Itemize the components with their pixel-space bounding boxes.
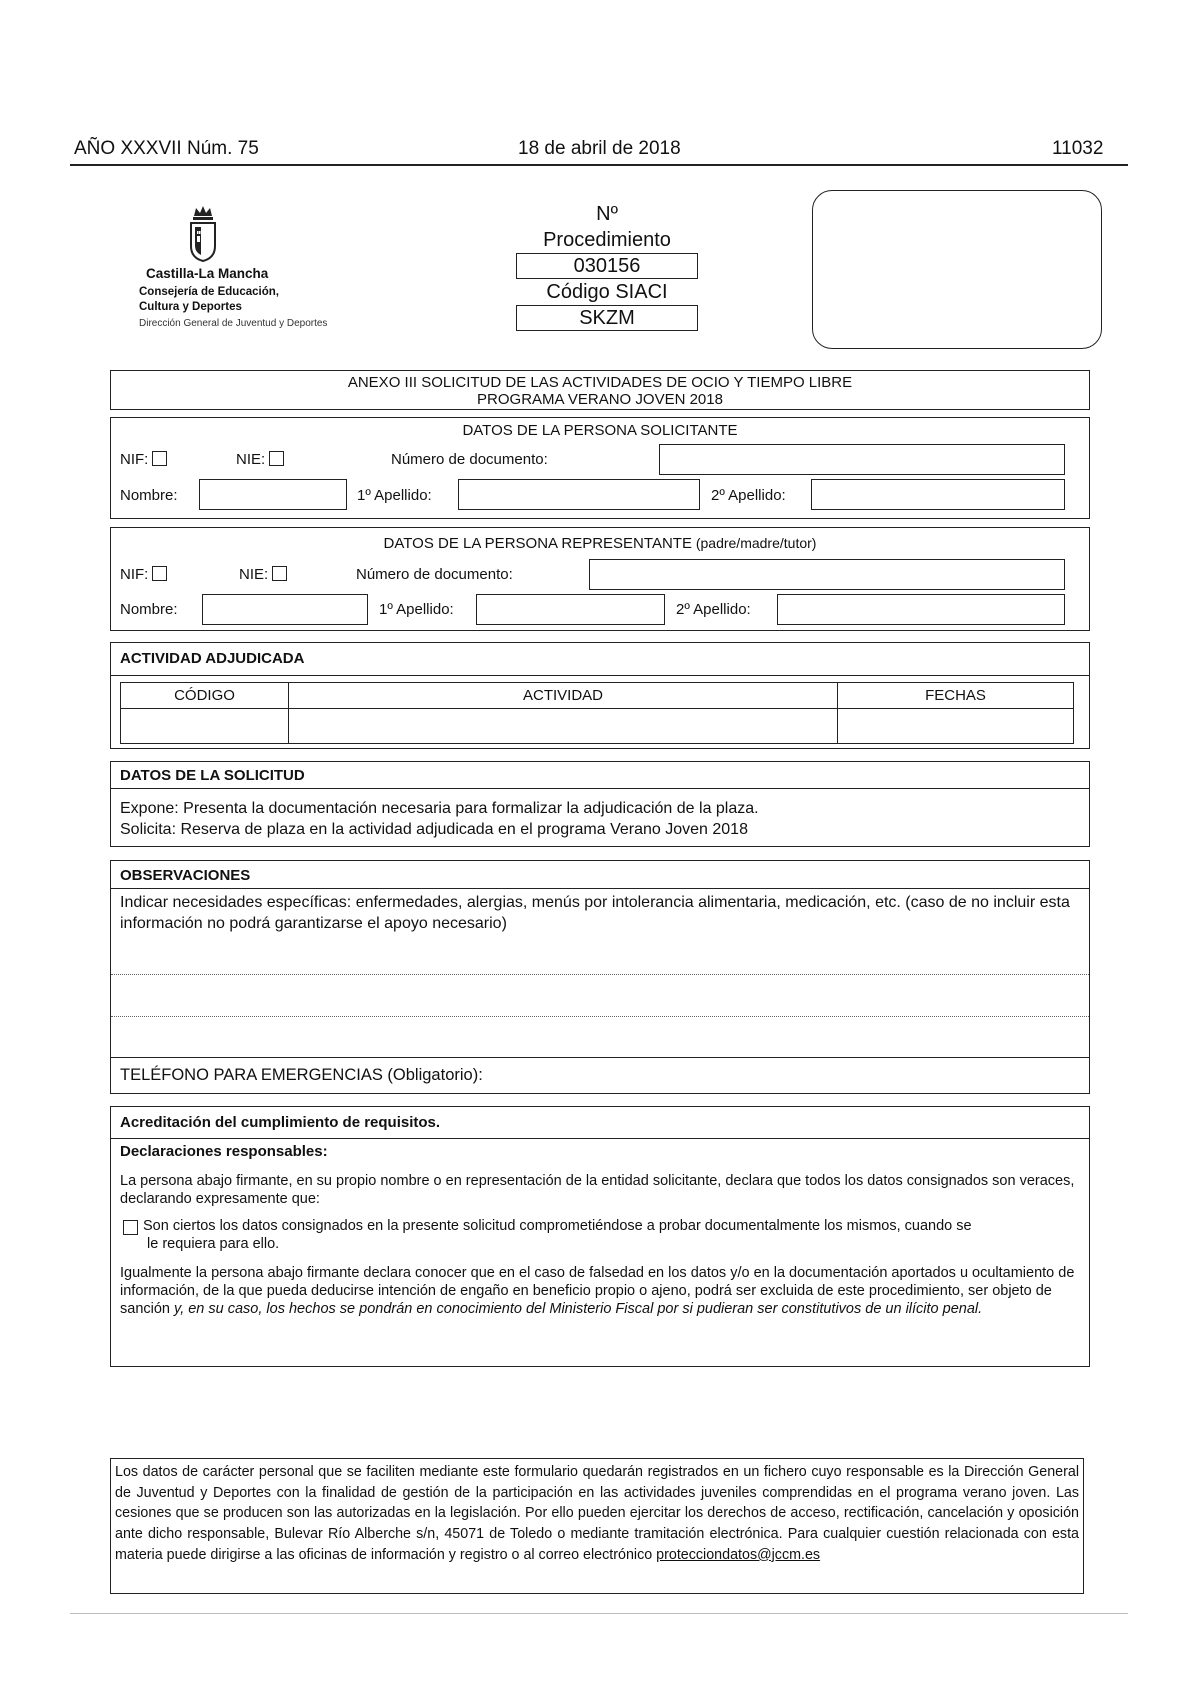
- applicant-section: [110, 417, 1090, 519]
- header-rule: [70, 164, 1128, 166]
- form-title-box: [110, 370, 1090, 410]
- applicant-section-title: DATOS DE LA PERSONA SOLICITANTE: [462, 422, 738, 439]
- section-divider: [111, 675, 1089, 676]
- applicant-name-field[interactable]: [199, 479, 347, 510]
- applicant-surname1-field[interactable]: [458, 479, 700, 510]
- representative-nif-option[interactable]: [120, 566, 167, 583]
- nif-checkbox[interactable]: [152, 451, 167, 466]
- awarded-activity-title: ACTIVIDAD ADJUDICADA: [120, 650, 305, 667]
- request-solicita: Solicita: Reserva de plaza en la actividad adjudicada en el programa Verano Joven 2018: [120, 821, 748, 838]
- section-divider: [111, 1057, 1089, 1058]
- nie-label: NIE:: [236, 451, 266, 468]
- applicant-surname1-label: 1º Apellido:: [357, 487, 432, 504]
- logo-department-line2: Cultura y Deportes: [139, 301, 242, 313]
- applicant-surname2-label: 2º Apellido:: [711, 487, 786, 504]
- nif-label: NIF:: [120, 451, 149, 468]
- column-code-header: CÓDIGO: [121, 683, 289, 709]
- form-title-line1: ANEXO III SOLICITUD DE LAS ACTIVIDADES DE OCIO Y TIEMPO LIBRE: [347, 374, 853, 391]
- procedure-code: 030156: [516, 253, 698, 279]
- activity-code-cell[interactable]: [121, 709, 289, 744]
- declaration-text-line1: Son ciertos los datos consignados en la presente solicitud comprometiéndose a probar documentalmente los mismos, cuando se: [143, 1218, 972, 1234]
- castilla-la-mancha-crest-icon: [186, 206, 220, 262]
- section-divider: [111, 1138, 1089, 1139]
- logo-department-line1: Consejería de Educación,: [139, 286, 279, 298]
- activity-table-row: [121, 709, 1074, 744]
- applicant-doc-label: Número de documento:: [391, 451, 548, 468]
- observations-line[interactable]: [111, 974, 1089, 975]
- number-label: Nº: [596, 203, 618, 225]
- representative-section-title: DATOS DE LA PERSONA REPRESENTANTE (padre/madre/tutor): [383, 535, 817, 552]
- request-section: [110, 761, 1090, 847]
- nif-label: NIF:: [120, 566, 149, 583]
- applicant-name-label: Nombre:: [120, 487, 178, 504]
- request-section-title: DATOS DE LA SOLICITUD: [120, 767, 305, 784]
- section-divider: [111, 888, 1089, 889]
- observations-section: [110, 860, 1090, 1094]
- representative-name-field[interactable]: [202, 594, 368, 625]
- activity-table-header: [121, 683, 1074, 709]
- declaration-checkbox[interactable]: [123, 1220, 138, 1235]
- declaration-text-line2: le requiera para ello.: [147, 1236, 280, 1252]
- applicant-nif-option[interactable]: [120, 451, 167, 468]
- siaci-code: SKZM: [516, 305, 698, 331]
- logo-directorate: Dirección General de Juventud y Deportes: [139, 318, 328, 329]
- privacy-email-link[interactable]: protecciondatos@jccm.es: [656, 1546, 821, 1563]
- applicant-nie-option[interactable]: [236, 451, 284, 468]
- page-number: 11032: [1052, 138, 1104, 159]
- applicant-doc-field[interactable]: [659, 444, 1065, 475]
- representative-surname1-field[interactable]: [476, 594, 665, 625]
- representative-doc-label: Número de documento:: [356, 566, 513, 583]
- representative-surname2-field[interactable]: [777, 594, 1065, 625]
- observations-title: OBSERVACIONES: [120, 867, 251, 884]
- applicant-surname2-field[interactable]: [811, 479, 1065, 510]
- request-expone: Expone: Presenta la documentación necesaria para formalizar la adjudicación de la plaza.: [120, 800, 759, 817]
- footer-rule: [70, 1613, 1128, 1614]
- nie-label: NIE:: [239, 566, 269, 583]
- representative-nie-option[interactable]: [239, 566, 287, 583]
- observations-line[interactable]: [111, 1016, 1089, 1017]
- requirements-title: Acreditación del cumplimiento de requisitos.: [120, 1114, 441, 1131]
- false-declaration-warning: Igualmente la persona abajo firmante declara conocer que en el caso de falsedad en los datos y/o en la documentación aportados u ocultamiento de información, de la que pueda deducirse intención de engaño en beneficio propio o ajeno, podrá ser excluida de este procedimiento, ser objeto de sanción y, en su caso, los hechos se pondrán en conocimiento del Ministerio Fiscal por si pudieran ser constitutivos de un ilícito penal.: [120, 1265, 1075, 1317]
- emergency-phone-label: TELÉFONO PARA EMERGENCIAS (Obligatorio):: [120, 1066, 483, 1084]
- declarations-intro: La persona abajo firmante, en su propio nombre o en representación de la entidad solicitante, declara que todos los datos consignados son veraces, declarando expresamente que:: [120, 1173, 1075, 1207]
- column-dates-header: FECHAS: [838, 683, 1074, 709]
- awarded-activity-section: [110, 642, 1090, 749]
- privacy-notice: Los datos de carácter personal que se faciliten mediante este formulario quedarán registrados en un fichero cuyo responsable es la Dirección General de Juventud y Deportes con la finalidad de gestión de la participación en las actividades juveniles comprendidas en el programa verano joven. Las cesiones que se producen son las autorizadas en la legislación. Por ello pueden ejercitar los derechos de acceso, rectificación, cancelación y oposición ante dicho responsable, Bulevar Río Alberche s/n, 45071 de Toledo o mediante tramitación electrónica. Para cualquier cuestión relacionada con esta materia puede dirigirse a las oficinas de información y registro o al correo electrónico protecciondatos@jccm.es: [110, 1458, 1084, 1594]
- representative-doc-field[interactable]: [589, 559, 1065, 590]
- section-divider: [111, 788, 1089, 789]
- representative-surname1-label: 1º Apellido:: [379, 601, 454, 618]
- requirements-section: [110, 1106, 1090, 1367]
- procedure-label: Procedimiento: [543, 229, 671, 251]
- publication-date: 18 de abril de 2018: [518, 138, 681, 159]
- nif-checkbox[interactable]: [152, 566, 167, 581]
- activity-table: [120, 682, 1074, 744]
- activity-name-cell[interactable]: [289, 709, 838, 744]
- nie-checkbox[interactable]: [269, 451, 284, 466]
- issue-number: AÑO XXXVII Núm. 75: [74, 138, 259, 159]
- representative-section: [110, 527, 1090, 631]
- declarations-title: Declaraciones responsables:: [120, 1143, 328, 1160]
- representative-surname2-label: 2º Apellido:: [676, 601, 751, 618]
- representative-name-label: Nombre:: [120, 601, 178, 618]
- registry-stamp-box: [812, 190, 1102, 349]
- form-title-line2: PROGRAMA VERANO JOVEN 2018: [477, 391, 723, 408]
- observations-instructions: Indicar necesidades específicas: enfermedades, alergias, menús por intolerancia alimentaria, medicación, etc. (caso de no incluir esta información no podrá garantizarse el apoyo necesario): [120, 894, 1070, 932]
- siaci-label: Código SIACI: [546, 281, 668, 303]
- column-activity-header: ACTIVIDAD: [289, 683, 838, 709]
- nie-checkbox[interactable]: [272, 566, 287, 581]
- logo-region-name: Castilla-La Mancha: [146, 266, 269, 281]
- activity-dates-cell[interactable]: [838, 709, 1074, 744]
